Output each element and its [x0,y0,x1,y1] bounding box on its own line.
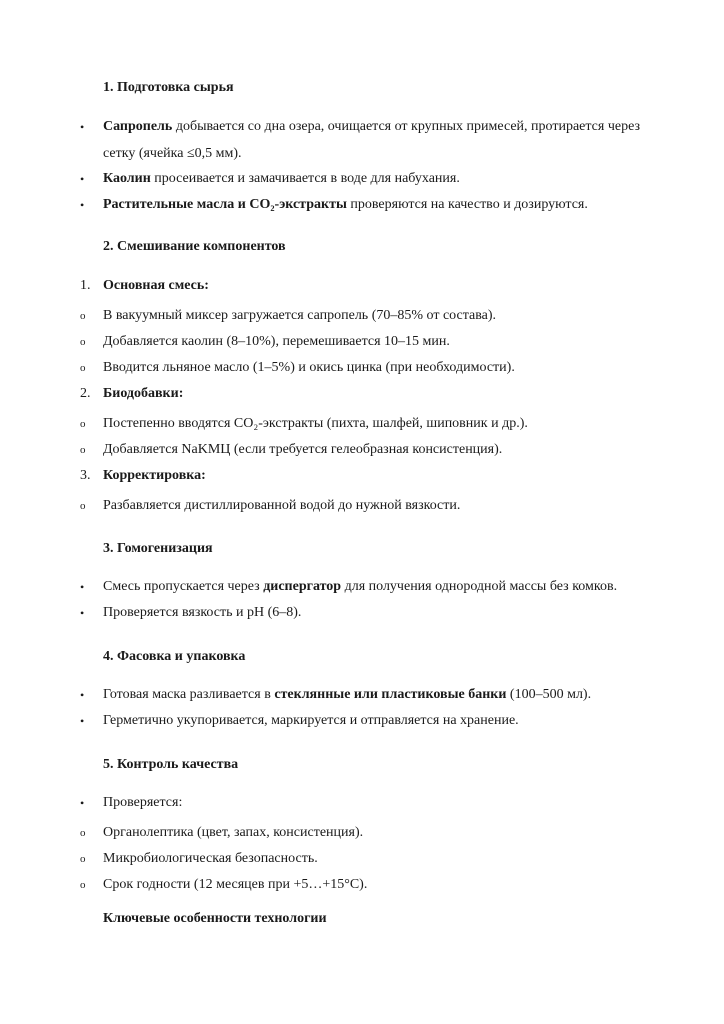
section-heading-4: 4. Фасовка и упаковка [103,649,246,664]
list-item: Готовая маска разливается в стеклянные или пластиковые банки (100–500 мл). [103,687,592,702]
group-label: Основная смесь: [103,278,209,293]
circle-marker: o [80,444,86,456]
list-number: 3. [80,468,91,483]
section-heading-3: 3. Гомогенизация [103,541,213,556]
circle-marker: o [80,879,86,891]
list-item: Проверяется вязкость и pH (6–8). [103,605,302,620]
sub-item: Разбавляется дистиллированной водой до нужной вязкости. [103,498,461,513]
list-number: 2. [80,386,91,401]
list-item: Смесь пропускается через диспергатор для получения однородной массы без комков. [103,579,618,594]
bullet-marker: • [80,714,85,728]
bullet-marker: • [80,172,85,186]
sub-item: Добавляется NaKMЦ (если требуется гелеобразная консистенция). [103,442,503,457]
group-label: Корректировка: [103,468,206,483]
circle-marker: o [80,310,86,322]
closing-heading: Ключевые особенности технологии [103,911,327,926]
sub-item: В вакуумный миксер загружается сапропель (70–85% от состава). [103,308,497,323]
sub-item: Добавляется каолин (8–10%), перемешивается 10–15 мин. [103,334,450,349]
group-label: Биодобавки: [103,386,184,401]
circle-marker: o [80,827,86,839]
section-heading-2: 2. Смешивание компонентов [103,239,286,254]
list-item-continuation: сетку (ячейка ≤0,5 мм). [103,146,242,161]
circle-marker: o [80,853,86,865]
circle-marker: o [80,500,86,512]
sub-item: Постепенно вводятся CO₂-экстракты (пихта, шалфей, шиповник и др.). [103,416,528,431]
section-heading-1: 1. Подготовка сырья [103,80,234,95]
list-item: Герметично укупоривается, маркируется и отправляется на хранение. [103,713,519,728]
bullet-marker: • [80,796,85,810]
list-item: Сапропель добывается со дна озера, очищается от крупных примесей, протирается через [103,119,640,134]
bullet-marker: • [80,606,85,620]
bullet-marker: • [80,120,85,134]
list-item: Растительные масла и CO₂-экстракты проверяются на качество и дозируются. [103,197,588,212]
list-item: Проверяется: [103,795,183,810]
bullet-marker: • [80,580,85,594]
sub-item: Вводится льняное масло (1–5%) и окись цинка (при необходимости). [103,360,515,375]
list-item: Каолин просеивается и замачивается в воде для набухания. [103,171,460,186]
sub-item: Срок годности (12 месяцев при +5…+15°C). [103,877,368,892]
circle-marker: o [80,418,86,430]
bullet-marker: • [80,198,85,212]
bullet-marker: • [80,688,85,702]
list-number: 1. [80,278,91,293]
section-heading-5: 5. Контроль качества [103,757,239,772]
circle-marker: o [80,362,86,374]
sub-item: Микробиологическая безопасность. [103,851,318,866]
circle-marker: o [80,336,86,348]
sub-item: Органолептика (цвет, запах, консистенция). [103,825,364,840]
